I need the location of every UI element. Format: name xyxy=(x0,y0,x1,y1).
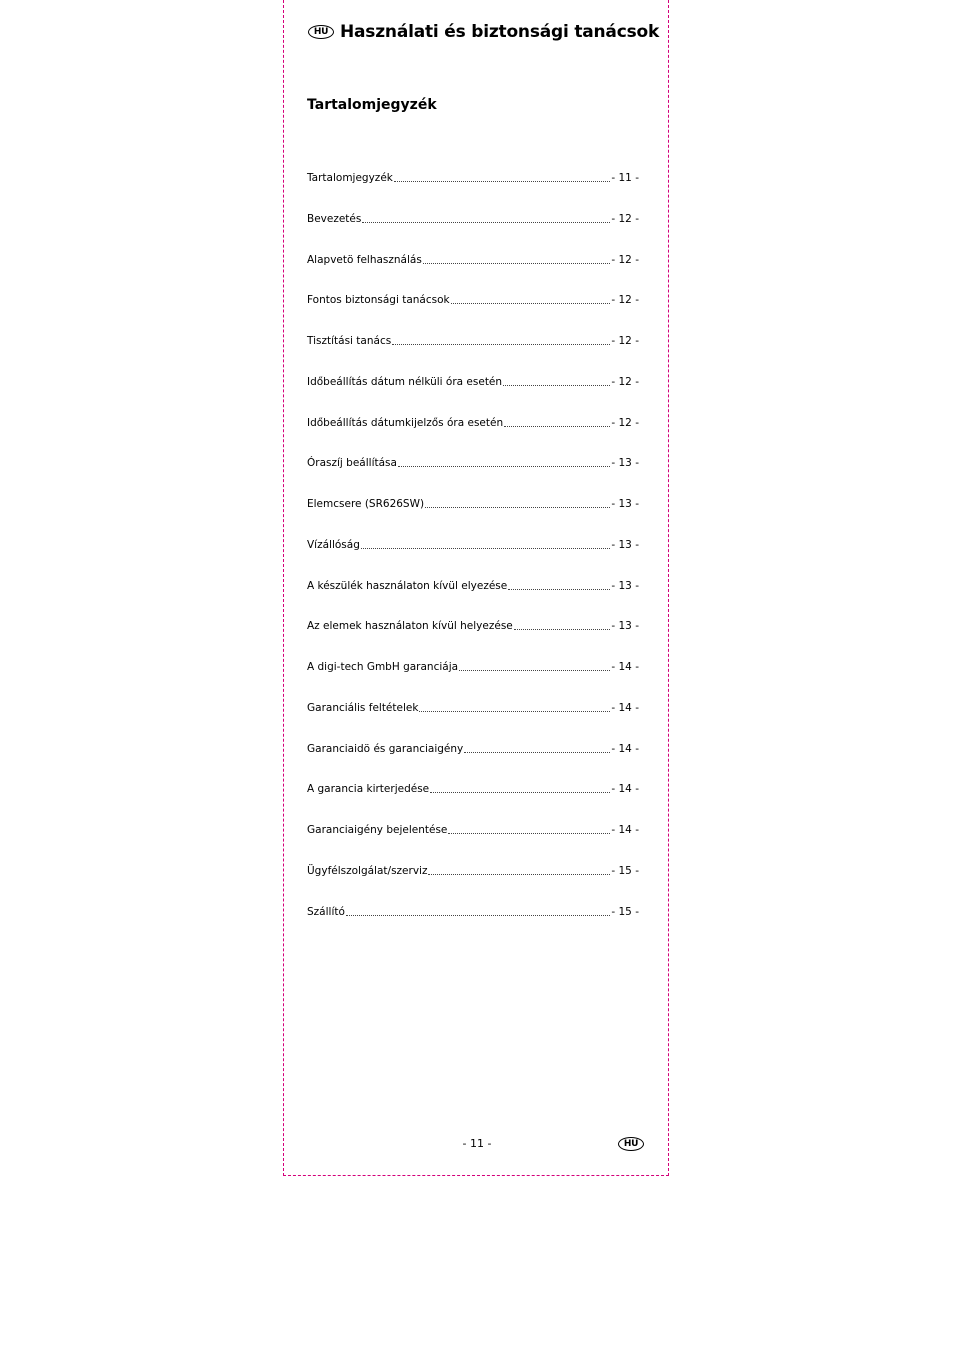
toc-entry[interactable] xyxy=(307,861,639,902)
toc-entry-label: Bevezetés xyxy=(307,212,362,225)
toc-entry[interactable] xyxy=(307,902,639,943)
toc-entry[interactable] xyxy=(307,413,639,454)
toc-entry-page: - 14 - xyxy=(611,783,639,796)
toc-dot-leader xyxy=(361,536,611,549)
toc-dot-leader xyxy=(398,454,610,467)
toc-entry-label: Vízállóság xyxy=(307,538,360,551)
toc-entry-page: - 14 - xyxy=(611,661,639,673)
page-title: Használati és biztonsági tanácsok xyxy=(340,22,660,42)
toc-entry-page: - 14 - xyxy=(611,824,639,836)
toc-entry[interactable] xyxy=(307,820,639,861)
toc-entry[interactable] xyxy=(307,739,639,780)
toc-entry-page: - 12 - xyxy=(611,212,639,225)
toc-dot-leader xyxy=(419,699,610,712)
toc-entry-label: A garancia kirterjedése xyxy=(307,783,430,796)
page-header xyxy=(308,22,659,42)
toc-dot-leader xyxy=(514,617,611,630)
toc-entry[interactable] xyxy=(307,453,639,494)
toc-entry[interactable] xyxy=(307,494,639,535)
toc-entry[interactable] xyxy=(307,698,639,739)
toc-entry-label: Elemcsere (SR626SW) xyxy=(307,498,425,510)
toc-entry-label: Tartalomjegyzék xyxy=(307,172,393,184)
toc-entry-label: A digi-tech GmbH garanciája xyxy=(307,661,459,673)
toc-entry-label: Óraszíj beállítása xyxy=(307,457,397,470)
toc-entry[interactable] xyxy=(307,331,639,372)
toc-heading: Tartalomjegyzék xyxy=(307,97,437,113)
toc-entry[interactable] xyxy=(307,657,639,698)
toc-entry[interactable] xyxy=(307,616,639,657)
toc-entry-page: - 12 - xyxy=(611,416,639,429)
toc-entry-label: A készülék használaton kívül elyezése xyxy=(307,579,508,592)
toc-dot-leader xyxy=(464,740,610,753)
toc-dot-leader xyxy=(425,495,610,508)
toc-dot-leader xyxy=(394,169,611,182)
footer-page-number: - 11 - xyxy=(462,1137,492,1150)
toc-dot-leader xyxy=(451,291,611,304)
toc-entry-label: Fontos biztonsági tanácsok xyxy=(307,294,450,307)
toc-dot-leader xyxy=(504,414,610,427)
toc-entry-page: - 14 - xyxy=(611,701,639,714)
toc-entry-page: - 12 - xyxy=(611,253,639,266)
toc-entry-page: - 13 - xyxy=(611,579,639,592)
toc-entry-page: - 15 - xyxy=(611,905,639,918)
toc-dot-leader xyxy=(392,332,610,345)
toc-entry-page: - 12 - xyxy=(611,375,639,388)
toc-entry-page: - 12 - xyxy=(611,294,639,307)
toc-entry-page: - 13 - xyxy=(611,457,639,470)
toc-entry-label: Időbeállítás dátum nélküli óra esetén xyxy=(307,375,503,388)
toc-dot-leader xyxy=(428,862,610,875)
toc-entry[interactable] xyxy=(307,168,639,209)
toc-entry-label: Garanciális feltételek xyxy=(307,701,419,714)
toc-dot-leader xyxy=(503,373,610,386)
toc-entry-label: Ügyfélszolgálat/szerviz xyxy=(307,864,428,877)
toc-entry[interactable] xyxy=(307,535,639,576)
footer-language-badge-hu: HU xyxy=(618,1137,644,1151)
toc-entry[interactable] xyxy=(307,779,639,820)
toc-entry-label: Garanciaigény bejelentése xyxy=(307,824,448,836)
toc-entry-label: Garanciaidö és garanciaigény xyxy=(307,742,464,755)
toc-entry-label: Tisztítási tanács xyxy=(307,335,392,347)
toc-entry-page: - 13 - xyxy=(611,538,639,551)
manual-page xyxy=(283,0,669,1176)
toc-entry-page: - 15 - xyxy=(611,864,639,877)
toc-entry[interactable] xyxy=(307,250,639,291)
toc-dot-leader xyxy=(362,210,610,223)
toc-dot-leader xyxy=(346,903,610,916)
language-badge-hu: HU xyxy=(308,25,334,39)
toc-entry[interactable] xyxy=(307,290,639,331)
toc-dot-leader xyxy=(423,251,611,264)
toc-entry[interactable] xyxy=(307,576,639,617)
toc-entry-page: - 13 - xyxy=(611,498,639,510)
toc-entry-page: - 12 - xyxy=(611,335,639,347)
toc-entry-page: - 11 - xyxy=(611,172,639,184)
toc-dot-leader xyxy=(459,658,610,671)
toc-entry-label: Alapvetö felhasználás xyxy=(307,253,422,266)
toc-dot-leader xyxy=(448,821,610,834)
toc-entry[interactable] xyxy=(307,209,639,250)
table-of-contents xyxy=(307,168,639,942)
toc-entry[interactable] xyxy=(307,372,639,413)
toc-entry-label: Az elemek használaton kívül helyezése xyxy=(307,620,513,633)
toc-entry-label: Időbeállítás dátumkijelzős óra esetén xyxy=(307,416,504,429)
toc-entry-label: Szállító xyxy=(307,905,345,918)
toc-entry-page: - 13 - xyxy=(611,620,639,633)
toc-entry-page: - 14 - xyxy=(611,742,639,755)
toc-dot-leader xyxy=(508,577,610,590)
toc-dot-leader xyxy=(430,780,610,793)
